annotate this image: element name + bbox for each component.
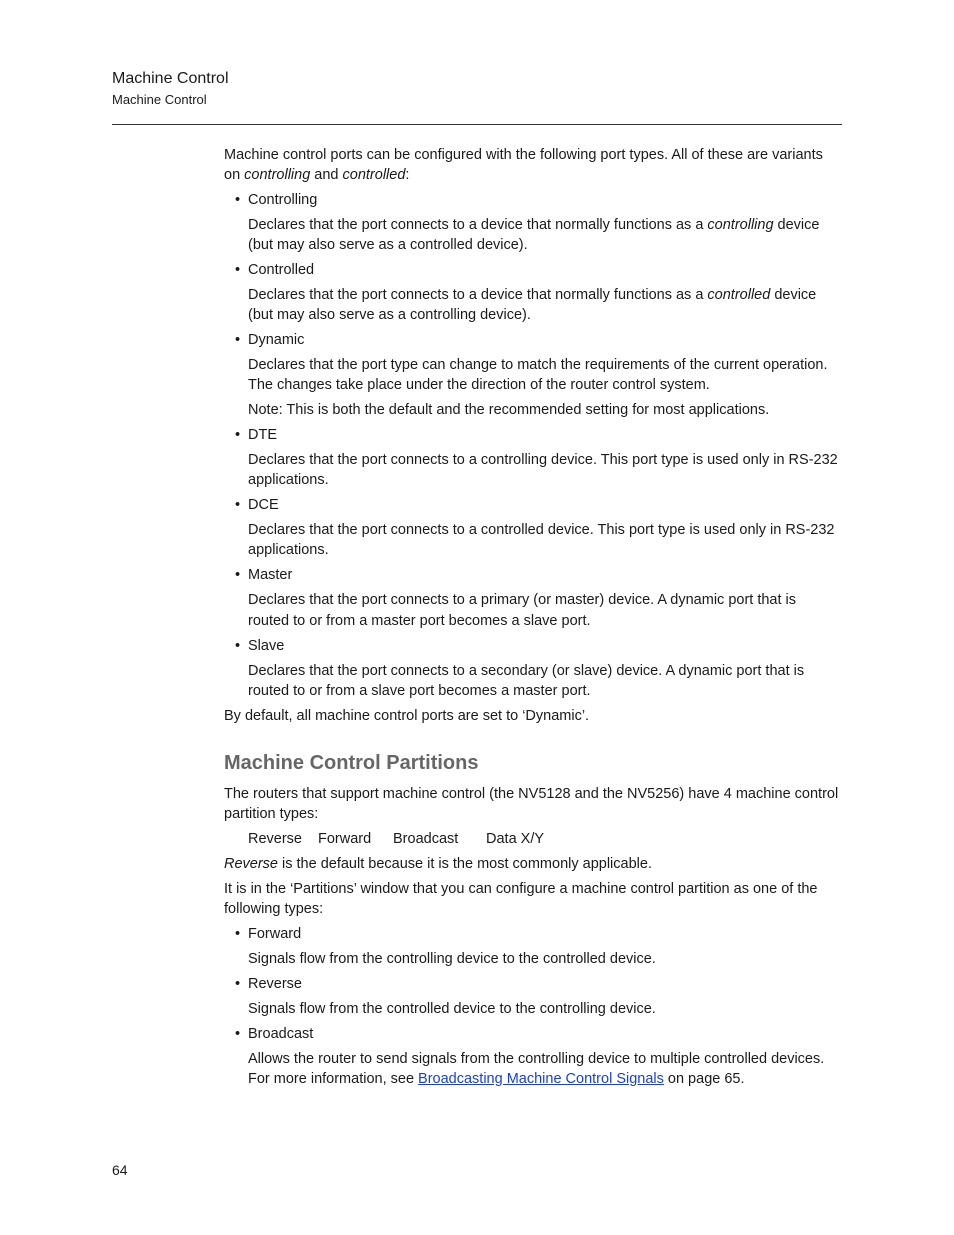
term-broadcast: Broadcast xyxy=(248,1026,314,1042)
desc-slave-1: Declares that the port connects to a secondary (or slave) device. A dynamic port that is xyxy=(248,663,805,679)
bullet-icon: • xyxy=(235,638,241,654)
desc-controlled-1 xyxy=(248,285,816,305)
partitions-para-1-line-1: The routers that support machine control (the NV5128 and the NV5256) have 4 machine control xyxy=(224,786,839,802)
bullet-icon: • xyxy=(235,262,241,278)
partition-type-broadcast: Broadcast xyxy=(393,831,459,847)
desc-dynamic-2: The changes take place under the direction of the router control system. xyxy=(248,377,710,393)
term-dynamic: Dynamic xyxy=(248,332,305,348)
desc-reverse: Signals flow from the controlled device to the controlling device. xyxy=(248,1001,656,1017)
bullet-icon: • xyxy=(235,976,241,992)
page-number: 64 xyxy=(112,1162,128,1178)
partitions-para-1-line-2: partition types: xyxy=(224,806,319,822)
desc-forward: Signals flow from the controlling device to the controlled device. xyxy=(248,951,656,967)
text-run: Declares that the port connects to a device that normally functions as a xyxy=(248,287,708,303)
partition-type-forward: Forward xyxy=(318,831,372,847)
text-run: device xyxy=(770,287,817,303)
bullet-icon: • xyxy=(235,1026,241,1042)
text-run: is the default because it is the most commonly applicable. xyxy=(278,856,652,872)
desc-controlling-1 xyxy=(248,215,819,235)
term-forward: Forward xyxy=(248,926,302,942)
partition-type-data-xy: Data X/Y xyxy=(486,831,545,847)
default-note: By default, all machine control ports are set to ‘Dynamic’. xyxy=(224,708,590,724)
desc-dte-2: applications. xyxy=(248,472,329,488)
desc-master-2: routed to or from a master port becomes a slave port. xyxy=(248,613,591,629)
broadcasting-signals-link[interactable]: Broadcasting Machine Control Signals xyxy=(418,1071,664,1087)
text-run: Declares that the port connects to a device that normally functions as a xyxy=(248,217,708,233)
text-run: on xyxy=(224,167,245,183)
emphasis: Reverse xyxy=(224,856,278,872)
section-heading: Machine Control Partitions xyxy=(224,752,479,774)
text-run: : xyxy=(405,167,410,183)
bullet-icon: • xyxy=(235,332,241,348)
partition-type-reverse: Reverse xyxy=(248,831,302,847)
term-controlling: Controlling xyxy=(248,192,318,208)
desc-broadcast-2 xyxy=(248,1069,745,1089)
term-dte: DTE xyxy=(248,427,277,443)
text-run: on page 65. xyxy=(663,1071,745,1087)
header-divider xyxy=(112,124,842,125)
bullet-icon: • xyxy=(235,567,241,583)
bullet-icon: • xyxy=(235,926,241,942)
desc-dce-2: applications. xyxy=(248,542,329,558)
desc-broadcast-1: Allows the router to send signals from the controlling device to multiple controlled devices. xyxy=(248,1051,825,1067)
desc-master-1: Declares that the port connects to a primary (or master) device. A dynamic port that is xyxy=(248,592,797,608)
bullet-icon: • xyxy=(235,192,241,208)
running-header-chapter: Machine Control xyxy=(112,70,229,87)
bullet-icon: • xyxy=(235,427,241,443)
bullet-icon: • xyxy=(235,497,241,513)
partitions-para-3-line-2: following types: xyxy=(224,901,324,917)
term-slave: Slave xyxy=(248,638,285,654)
desc-dynamic-1: Declares that the port type can change to match the requirements of the current operation. xyxy=(248,357,828,373)
intro-line-2 xyxy=(224,165,409,185)
text-run: For more information, see xyxy=(248,1071,419,1087)
desc-controlling-2: (but may also serve as a controlled device). xyxy=(248,237,528,253)
term-controlled: Controlled xyxy=(248,262,315,278)
emphasis: controlled xyxy=(342,167,406,183)
text-run: device xyxy=(773,217,820,233)
running-header-section: Machine Control xyxy=(112,92,207,107)
partitions-para-3-line-1: It is in the ‘Partitions’ window that you can configure a machine control partition as one of the xyxy=(224,881,818,897)
term-dce: DCE xyxy=(248,497,279,513)
desc-controlled-2: (but may also serve as a controlling device). xyxy=(248,307,531,323)
text-run: and xyxy=(310,167,343,183)
note-dynamic: Note: This is both the default and the recommended setting for most applications. xyxy=(248,402,770,418)
term-master: Master xyxy=(248,567,293,583)
desc-dte-1: Declares that the port connects to a controlling device. This port type is used only in RS-232 xyxy=(248,452,838,468)
emphasis: controlling xyxy=(244,167,311,183)
term-reverse: Reverse xyxy=(248,976,302,992)
emphasis: controlling xyxy=(707,217,774,233)
desc-dce-1: Declares that the port connects to a controlled device. This port type is used only in RS-232 xyxy=(248,522,835,538)
desc-slave-2: routed to or from a slave port becomes a master port. xyxy=(248,683,591,699)
emphasis: controlled xyxy=(707,287,771,303)
intro-line-1: Machine control ports can be configured with the following port types. All of these are variants xyxy=(224,147,823,163)
partitions-para-2 xyxy=(224,854,652,874)
